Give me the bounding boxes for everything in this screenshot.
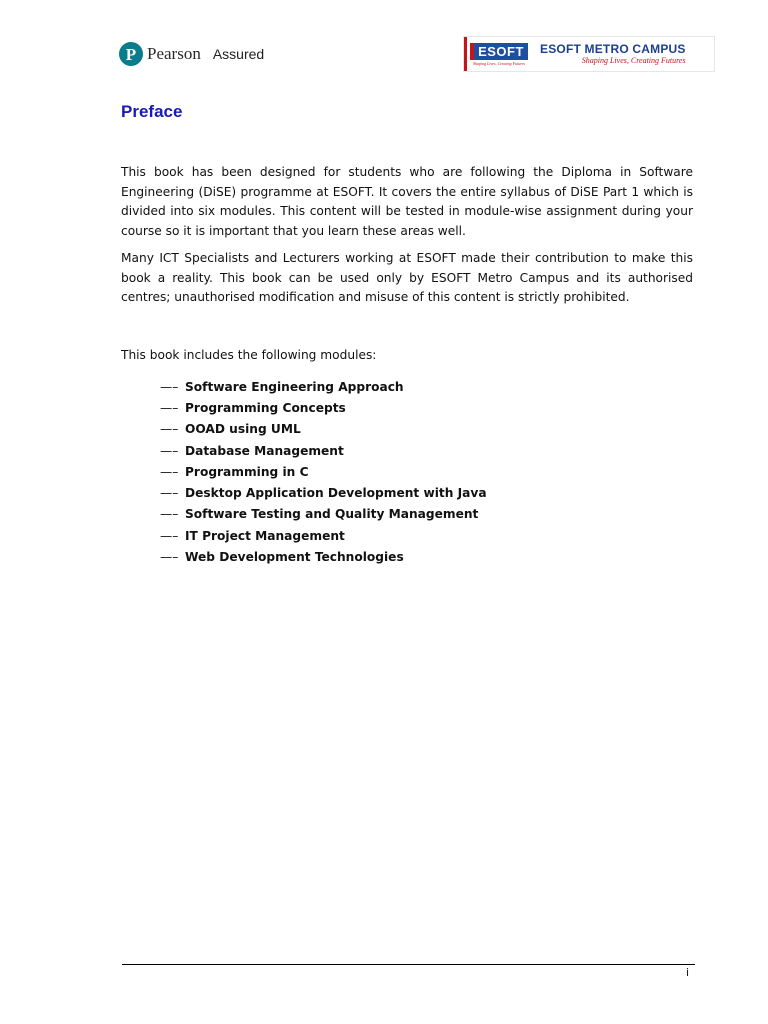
module-list-item	[160, 482, 487, 503]
list-dash-marker: —–	[160, 422, 179, 437]
module-label: OOAD using UML	[185, 422, 301, 437]
modules-intro: This book includes the following modules:	[121, 348, 377, 362]
contributors-paragraph: Many ICT Specialists and Lecturers working at ESOFT made their contribution to make this book a reality. This book can be used only by ESOFT Metro Campus and its authorised centres; unauthorised modification and misuse of this content is strictly prohibited.	[121, 251, 693, 304]
list-dash-marker: —–	[160, 400, 179, 415]
module-list	[160, 376, 487, 568]
module-label: Web Development Technologies	[185, 550, 404, 565]
pearson-logo-icon: P	[119, 42, 143, 66]
esoft-logo-mark: ESOFT	[470, 43, 528, 60]
list-dash-marker: —–	[160, 379, 179, 394]
list-dash-marker: —–	[160, 464, 179, 479]
esoft-metro-campus-logo	[463, 36, 715, 72]
module-label: Desktop Application Development with Java	[185, 486, 487, 501]
module-label: Programming Concepts	[185, 400, 346, 415]
intro-paragraph: This book has been designed for students who are following the Diploma in Software Engineering (DiSE) programme at ESOFT. It covers the entire syllabus of DiSE Part 1 which is divided into six modules. This content will be tested in module-wise assignment during your course so it is important that you learn these areas well.	[121, 165, 693, 238]
esoft-logo-tagline: Shaping Lives, Creating Futures	[473, 60, 525, 66]
pearson-wordmark: Pearson	[147, 44, 201, 63]
module-list-item	[160, 419, 487, 440]
esoft-logo-icon	[470, 40, 528, 68]
footer-divider	[122, 964, 695, 965]
module-label: Software Testing and Quality Management	[185, 507, 479, 522]
module-list-item	[160, 440, 487, 461]
module-list-item	[160, 376, 487, 397]
list-dash-marker: —–	[160, 443, 179, 458]
list-dash-marker: —–	[160, 528, 179, 543]
module-label: Software Engineering Approach	[185, 379, 404, 394]
module-label: Database Management	[185, 443, 344, 458]
module-label: Programming in C	[185, 464, 309, 479]
module-label: IT Project Management	[185, 528, 345, 543]
module-list-item	[160, 546, 487, 567]
esoft-accent-bar	[464, 37, 467, 71]
esoft-title: ESOFT METRO CAMPUS	[540, 42, 686, 56]
module-list-item	[160, 461, 487, 482]
pearson-assured-label: Assured	[212, 46, 265, 62]
module-list-item	[160, 504, 487, 525]
list-dash-marker: —–	[160, 550, 179, 565]
esoft-wordmark	[540, 43, 686, 65]
module-list-item	[160, 525, 487, 546]
module-list-item	[160, 397, 487, 418]
page-number: i	[686, 966, 690, 979]
esoft-slogan: Shaping Lives, Creating Futures	[581, 56, 686, 65]
list-dash-marker: —–	[160, 486, 179, 501]
pearson-assured-logo	[119, 40, 264, 68]
list-dash-marker: —–	[160, 507, 179, 522]
page-title: Preface	[121, 102, 183, 121]
